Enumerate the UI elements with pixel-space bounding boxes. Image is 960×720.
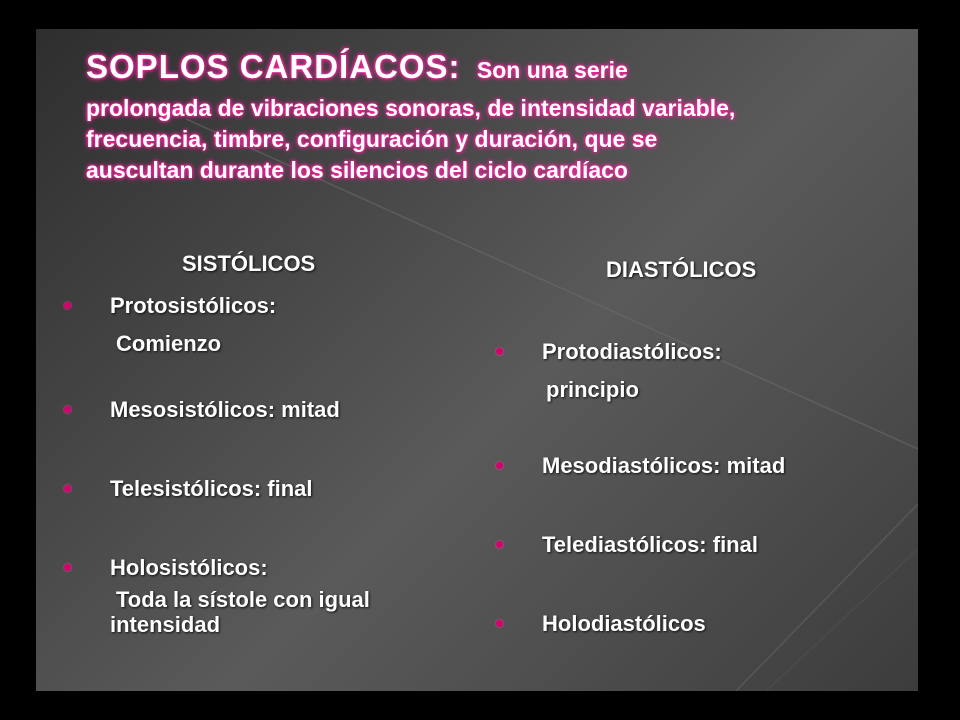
diastolic-heading: DIASTÓLICOS — [606, 257, 757, 282]
item-label: Telesistólicos: final — [110, 476, 313, 501]
slide — [36, 29, 918, 691]
bullet-icon — [64, 564, 71, 571]
title-line-3: frecuencia, timbre, configuración y duración, que se — [86, 126, 658, 152]
item-description: Toda la sístole con igual intensidad — [110, 587, 370, 637]
title-line-1 — [86, 48, 628, 86]
item-description: Comienzo — [116, 331, 222, 356]
item-label: Holosistólicos: — [110, 555, 268, 580]
title-heading: SOPLOS CARDÍACOS: — [86, 48, 461, 85]
bullet-icon — [64, 302, 71, 309]
title-line-1-rest: Son una serie — [476, 57, 628, 83]
title-line-2: prolongada de vibraciones sonoras, de intensidad variable, — [86, 95, 736, 121]
bullet-icon — [64, 485, 71, 492]
item-label: Protodiastólicos: — [542, 339, 722, 364]
bullet-icon — [496, 348, 503, 355]
bullet-icon — [496, 620, 503, 627]
title-line-4: auscultan durante los silencios del ciclo cardíaco — [86, 157, 628, 183]
item-label: Mesosistólicos: mitad — [110, 397, 340, 422]
bullet-icon — [64, 406, 71, 413]
item-label: Mesodiastólicos: mitad — [542, 453, 786, 478]
diagonal-line — [766, 549, 918, 691]
item-description: principio — [546, 377, 639, 402]
item-label: Holodiastólicos — [542, 611, 706, 636]
item-label: Protosistólicos: — [110, 293, 277, 318]
systolic-heading: SISTÓLICOS — [182, 251, 316, 276]
diagonal-line — [736, 504, 918, 691]
bullet-icon — [496, 541, 503, 548]
bullet-icon — [496, 462, 503, 469]
item-label: Telediastólicos: final — [542, 532, 758, 557]
